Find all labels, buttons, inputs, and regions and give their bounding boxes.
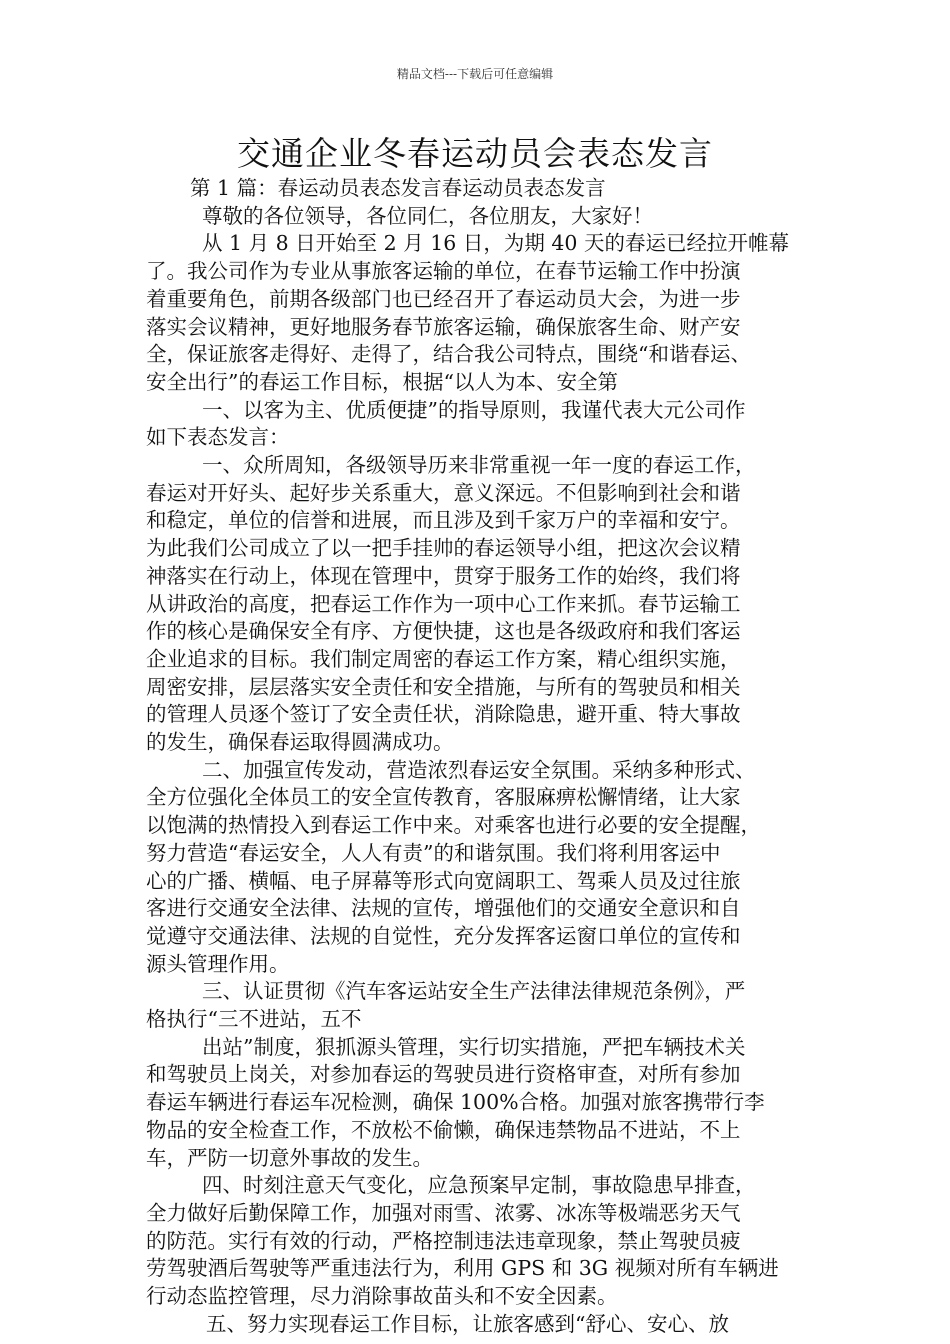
text-line: 和稳定，单位的信誉和进展，而且涉及到千家万户的幸福和安宁。 [146,508,741,533]
text-line: 春运车辆进行春运车况检测，确保 100%合格。加强对旅客携带行李 [146,1090,765,1115]
text-line: 尊敬的各位领导，各位同仁，各位朋友，大家好！ [202,203,653,228]
text-line: 全方位强化全体员工的安全宣传教育，客服麻痹松懈情绪，让大家 [146,785,741,810]
text-line: 觉遵守交通法律、法规的自觉性，充分发挥客运窗口单位的宣传和 [146,923,741,948]
text-line: 安全出行”的春运工作目标，根据“以人为本、安全第 [146,369,618,394]
text-line: 客进行交通安全法律、法规的宣传，增强他们的交通安全意识和自 [146,896,741,921]
text-line: 春运对开好头、起好步关系重大，意义深远。不但影响到社会和谐 [146,480,741,505]
text-line: 落实会议精神，更好地服务春节旅客运输，确保旅客生命、财产安 [146,314,741,339]
text-line: 从讲政治的高度，把春运工作作为一项中心工作来抓。春节运输工 [146,591,741,616]
text-line: 努力营造“春运安全，人人有责”的和谐氛围。我们将利用客运中 [146,840,721,865]
text-line: 四、时刻注意天气变化，应急预案早定制，事故隐患早排查， [202,1173,756,1198]
text-line: 源头管理作用。 [146,951,290,976]
text-line: 行动态监控管理，尽力消除事故苗头和不安全因素。 [146,1284,618,1308]
text-line: 企业追求的目标。我们制定周密的春运工作方案，精心组织实施， [146,646,741,671]
text-line: 神落实在行动上，体现在管理中，贯穿于服务工作的始终，我们将 [146,563,741,588]
text-line: 的管理人员逐个签订了安全责任状，消除隐患，避开重、特大事故 [146,702,741,727]
page-header: 精品文档---下载后可任意编辑 [396,67,554,81]
text-line: 物品的安全检查工作，不放松不偷懒，确保违禁物品不进站，不上 [146,1117,741,1142]
text-line: 心的广播、横幅、电子屏幕等形式向宽阔职工、驾乘人员及过往旅 [146,868,741,893]
text-line: 全，保证旅客走得好、走得了，结合我公司特点，围绕“和谐春运、 [146,342,751,367]
text-line: 全力做好后勤保障工作，加强对雨雪、浓雾、冰冻等极端恶劣天气 [146,1200,741,1225]
text-line: 劳驾驶酒后驾驶等严重违法行为，利用 GPS 和 3G 视频对所有车辆进 [146,1256,779,1281]
text-line: 从 1 月 8 日开始至 2 月 16 日，为期 40 天的春运已经拉开帷幕 [202,231,789,256]
text-line: 作的核心是确保安全有序、方便快捷，这也是各级政府和我们客运 [146,619,741,644]
text-line: 二、加强宣传发动，营造浓烈春运安全氛围。采纳多种形式、 [202,757,756,782]
text-line: 车，严防一切意外事故的发生。 [146,1145,433,1170]
text-line: 三、认证贯彻《汽车客运站安全生产法律法律规范条例》，严 [202,979,746,1004]
text-line: 五、努力实现春运工作目标，让旅客感到“舒心、安心、放 [206,1311,729,1336]
text-line: 着重要角色，前期各级部门也已经召开了春运动员大会，为进一步 [146,286,741,311]
document-title: 交通企业冬春运动员会表态发言 [237,134,713,173]
text-line: 和驾驶员上岗关，对参加春运的驾驶员进行资格审查，对所有参加 [146,1062,741,1087]
text-line: 第 1 篇：春运动员表态发言春运动员表态发言 [190,176,606,200]
text-line: 如下表态发言： [146,425,290,450]
text-line: 格执行“三不进站，五不 [146,1007,362,1031]
text-line: 以饱满的热情投入到春运工作中来。对乘客也进行必要的安全提醒， [146,813,761,838]
text-line: 的防范。实行有效的行动，严格控制违法违章现象，禁止驾驶员疲 [146,1228,741,1253]
text-line: 为此我们公司成立了以一把手挂帅的春运领导小组，把这次会议精 [146,536,741,561]
text-line: 了。我公司作为专业从事旅客运输的单位，在春节运输工作中扮演 [146,259,741,284]
text-line: 出站”制度，狠抓源头管理，实行切实措施，严把车辆技术关 [202,1034,746,1059]
text-line: 一、众所周知，各级领导历来非常重视一年一度的春运工作， [202,453,756,477]
text-line: 的发生，确保春运取得圆满成功。 [146,730,454,754]
text-line: 一、以客为主、优质便捷”的指导原则，我谨代表大元公司作 [202,397,746,422]
text-line: 周密安排，层层落实安全责任和安全措施，与所有的驾驶员和相关 [146,674,741,699]
